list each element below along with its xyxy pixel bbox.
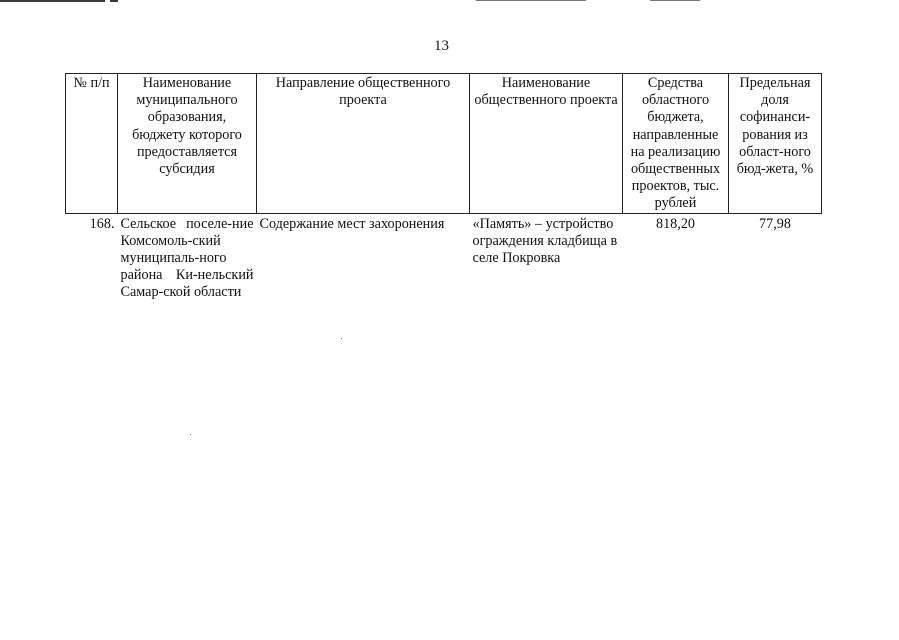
scan-edge-mark xyxy=(650,0,700,1)
header-cofinancing-share: Предельная доля софинанси-рования из област-ного бюд-жета, % xyxy=(729,74,822,214)
budget-amount: 818,20 xyxy=(655,215,695,232)
row-number: 168. xyxy=(89,215,115,232)
header-project-name: Наименование общественного проекта xyxy=(470,74,623,214)
subsidy-table xyxy=(65,73,822,302)
municipality-name: Сельское поселе-ние Комсомоль-ский муниципаль-ного района Ки-нельский Самар-ской области xyxy=(120,215,254,301)
project-direction: Содержание мест захоронения xyxy=(259,215,445,232)
scan-speck xyxy=(190,434,191,435)
header-number: № п/п xyxy=(66,74,118,214)
header-regional-budget: Средства областного бюджета, направленные на реализацию общественных проектов, тыс. рублей xyxy=(623,74,729,214)
page-number: 13 xyxy=(434,38,449,54)
table-header-row xyxy=(66,74,822,214)
scan-edge-mark xyxy=(0,0,105,2)
table-row xyxy=(66,213,822,302)
header-municipality: Наименование муниципального образования, бюджету которого предоставляется субсидия xyxy=(118,74,257,214)
project-name: «Память» – устройство ограждения кладбища в селе Покровка xyxy=(472,215,618,267)
cofinancing-share: 77,98 xyxy=(759,215,791,232)
scan-speck xyxy=(341,338,342,339)
scan-edge-mark xyxy=(476,0,586,1)
scan-edge-mark xyxy=(110,0,118,2)
header-project-direction: Направление общественного проекта xyxy=(257,74,470,214)
